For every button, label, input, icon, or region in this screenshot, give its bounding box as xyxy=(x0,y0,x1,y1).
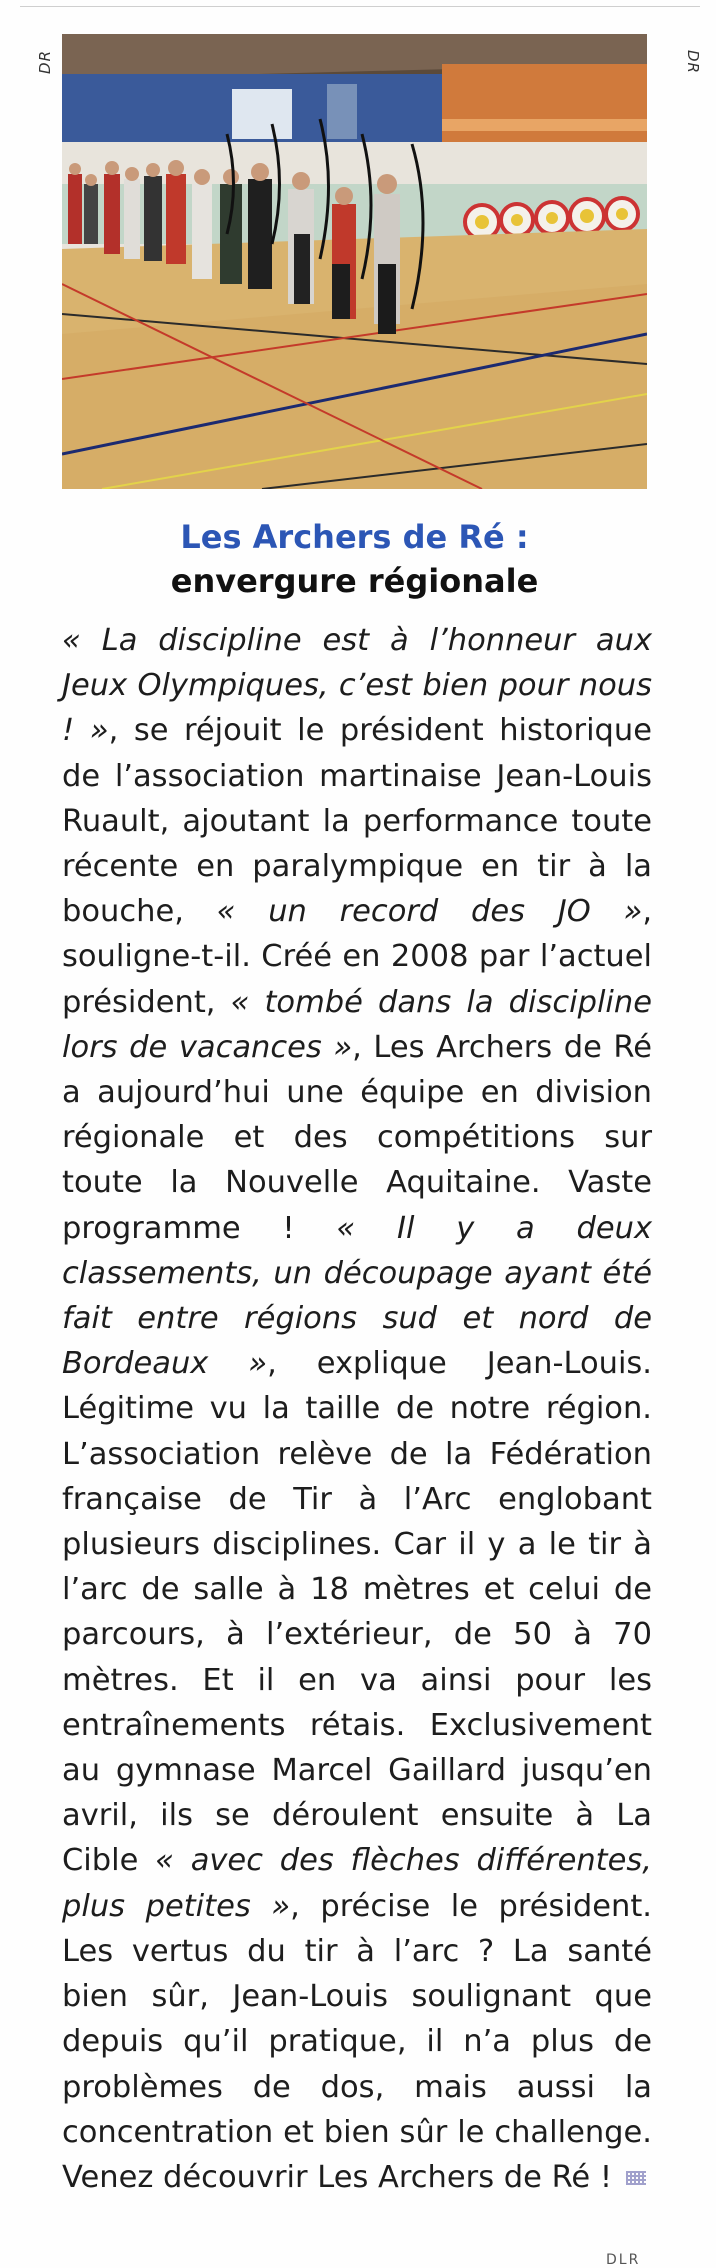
headline-subtitle: envergure régionale xyxy=(170,562,539,600)
article-body xyxy=(62,618,652,2200)
headline-title: Les Archers de Ré : xyxy=(180,518,529,556)
top-rule xyxy=(20,6,700,7)
quote-segment: « avec des flèches différentes, plus petites » xyxy=(62,1843,652,1924)
article-paragraph xyxy=(62,618,652,2200)
photo-credit-left: DR xyxy=(36,50,54,74)
text-segment: , Les Archers de Ré a aujourd’hui une équipe en division régionale et des compétitions sur toute la Nouvelle Aquitaine. Vaste programme ! xyxy=(62,1029,652,1246)
article-headline xyxy=(62,515,647,603)
quote-segment: « tombé dans la discipline lors de vacances » xyxy=(62,984,652,1065)
text-segment: , précise le président. Les vertus du tir à l’arc ? La santé bien sûr, Jean-Louis soulignant que depuis qu’il pratique, il n’a plus de problèmes de dos, mais aussi la concentration et bien sûr le challenge. Venez découvrir Les Archers de Ré ! xyxy=(62,1888,652,2195)
text-segment: , se réjouit le président historique de l’association martinaise Jean-Louis Ruault, ajoutant la performance toute récente en paralympique en tir à la bouche, xyxy=(62,713,653,930)
gym-archers-illustration xyxy=(62,34,647,489)
quote-segment: « Il y a deux classements, un découpage ayant été fait entre régions sud et nord de Bordeaux » xyxy=(62,1210,652,1382)
end-of-article-icon xyxy=(626,2171,646,2185)
text-segment: , souligne-t-il. Créé en 2008 par l’actuel président, xyxy=(62,894,653,1020)
quote-segment: « La discipline est à l’honneur aux Jeux Olympiques, c’est bien pour nous ! » xyxy=(62,623,652,749)
text-segment: , explique Jean-Louis. Légitime vu la taille de notre région. L’association relève de la Fédération française de Tir à l’Arc englobant plusieurs disciplines. Car il y a le tir à l’arc de salle à 18 mètres et celui de parcours, à l’extérieur, de 50 à 70 mètres. Et il en va ainsi pour les entraînements rétais. Exclusivement au gymnase Marcel Gaillard jusqu’en avril, ils se déroulent ensuite à La Cible xyxy=(62,1346,653,1879)
archery-photo xyxy=(62,34,647,489)
quote-segment: « un record des JO » xyxy=(216,894,643,930)
page-footer: DLR xyxy=(606,2252,641,2268)
photo-credit-right: DR xyxy=(684,50,702,74)
